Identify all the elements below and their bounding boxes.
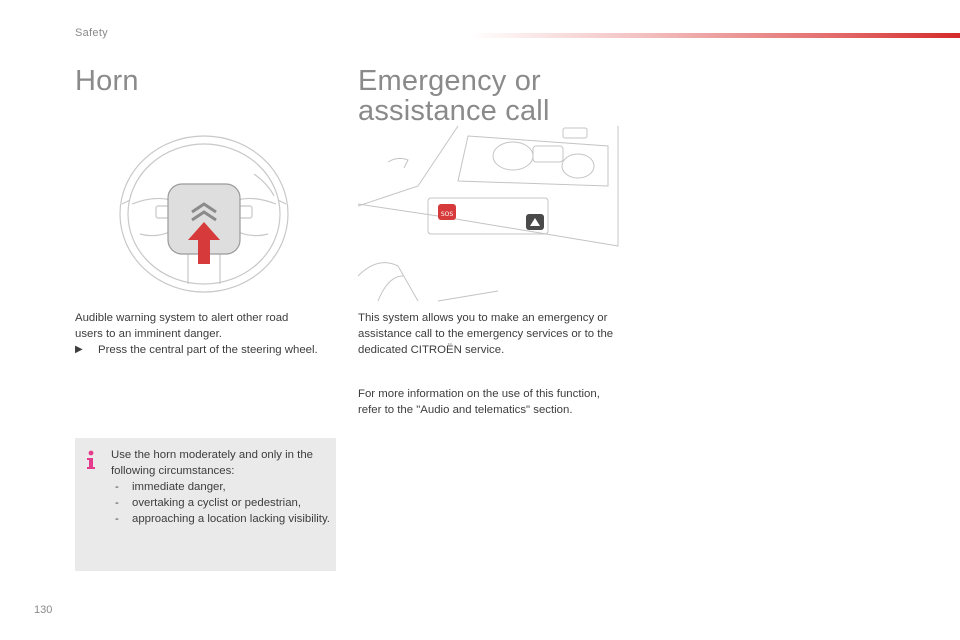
emergency-description: This system allows you to make an emergency or assistance call to the emergency services or to the dedicated CITROËN service. — [358, 312, 614, 356]
horn-step-text: Press the central part of the steering wheel. — [98, 344, 318, 356]
list-item: - overtaking a cyclist or pedestrian, — [115, 497, 302, 509]
info-box — [75, 438, 336, 571]
emergency-more-info: For more information on the use of this function, refer to the "Audio and telematics" section. — [358, 388, 600, 416]
emergency-title: Emergency or assistance call — [358, 65, 550, 127]
steering-wheel-illustration — [118, 134, 290, 294]
horn-intro-text: Audible warning system to alert other road users to an imminent danger. — [75, 312, 289, 340]
info-icon — [85, 450, 97, 470]
horn-step — [75, 342, 325, 358]
info-text — [111, 447, 333, 527]
header-accent-bar — [470, 33, 960, 38]
info-intro: Use the horn moderately and only in the following circumstances: — [111, 449, 313, 477]
overhead-console-illustration — [358, 126, 620, 302]
list-item: - immediate danger, — [115, 481, 226, 493]
svg-text:SOS: SOS — [440, 211, 454, 218]
list-item: - approaching a location lacking visibility. — [115, 513, 330, 525]
horn-title: Horn — [75, 65, 139, 97]
page-number: 130 — [34, 604, 53, 616]
info-list — [111, 479, 333, 527]
section-label: Safety — [75, 27, 108, 39]
step-bullet: ▶ — [75, 344, 83, 355]
